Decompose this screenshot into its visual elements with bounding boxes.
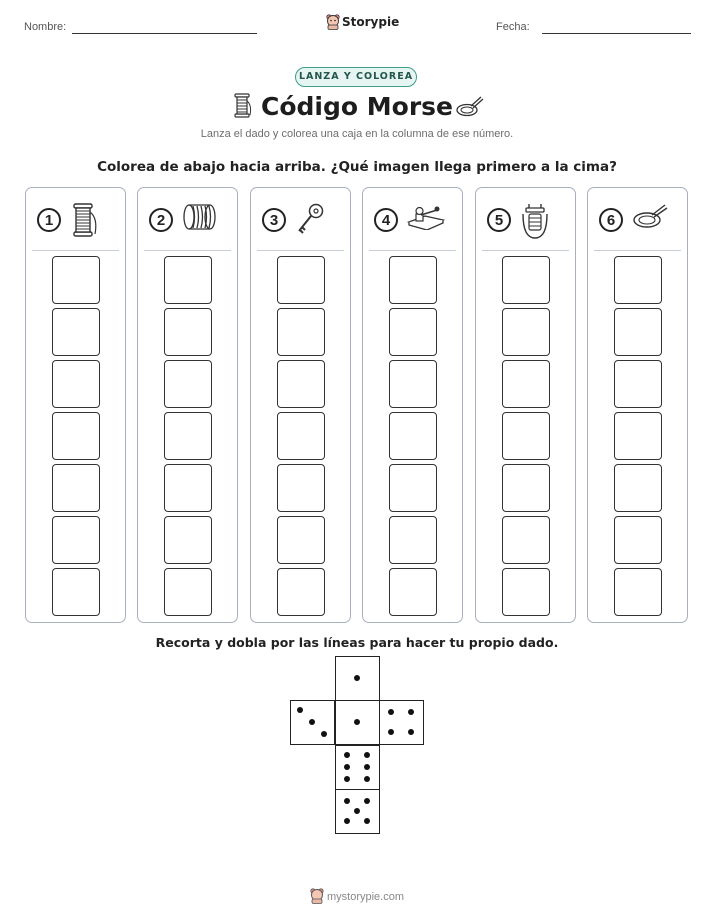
color-box[interactable] — [502, 464, 550, 512]
column-divider — [369, 250, 456, 251]
color-box[interactable] — [614, 360, 662, 408]
column-number: 5 — [487, 208, 511, 232]
color-box[interactable] — [52, 412, 100, 460]
dice-pip — [344, 764, 350, 770]
dice-pip — [364, 818, 370, 824]
footer — [0, 888, 714, 904]
color-box[interactable] — [52, 308, 100, 356]
column-1 — [25, 187, 126, 623]
color-box[interactable] — [502, 516, 550, 564]
color-box[interactable] — [277, 568, 325, 616]
column-number: 4 — [374, 208, 398, 232]
dice-pip — [354, 719, 360, 725]
dice-face-5 — [335, 789, 380, 834]
color-box[interactable] — [389, 516, 437, 564]
footer-url: mystorypie.com — [326, 891, 405, 903]
color-box[interactable] — [502, 308, 550, 356]
color-box[interactable] — [52, 256, 100, 304]
color-box[interactable] — [277, 412, 325, 460]
color-box[interactable] — [502, 568, 550, 616]
color-box[interactable] — [277, 464, 325, 512]
dice-face-1 — [335, 656, 380, 701]
color-box[interactable] — [614, 516, 662, 564]
dice-pip — [408, 729, 414, 735]
dice-pip — [364, 764, 370, 770]
color-box[interactable] — [52, 464, 100, 512]
dice-face-3 — [290, 700, 335, 745]
color-box[interactable] — [389, 464, 437, 512]
page-title: Código Morse — [261, 92, 453, 121]
color-box[interactable] — [502, 256, 550, 304]
color-box[interactable] — [614, 464, 662, 512]
color-box[interactable] — [164, 360, 212, 408]
color-box[interactable] — [52, 568, 100, 616]
color-box[interactable] — [614, 412, 662, 460]
cable-loop-icon — [455, 94, 485, 118]
color-box[interactable] — [502, 360, 550, 408]
dice-pip — [321, 731, 327, 737]
dice-pip — [354, 808, 360, 814]
name-label: Nombre: — [24, 21, 67, 33]
color-box[interactable] — [277, 360, 325, 408]
color-box[interactable] — [277, 516, 325, 564]
column-number: 6 — [599, 208, 623, 232]
dice-pip — [388, 709, 394, 715]
bear-icon — [326, 14, 340, 30]
column-number: 3 — [262, 208, 286, 232]
dice-instruction: Recorta y dobla por las líneas para hacer tu propio dado. — [155, 635, 559, 650]
dice-pip — [297, 707, 303, 713]
name-line — [72, 33, 257, 34]
key-icon — [295, 202, 325, 240]
dice-pip — [364, 752, 370, 758]
column-divider — [257, 250, 344, 251]
color-box[interactable] — [277, 256, 325, 304]
dice-pip — [344, 752, 350, 758]
date-line — [542, 33, 691, 34]
subtitle: Lanza el dado y colorea una caja en la columna de ese número. — [200, 128, 514, 140]
dice-pip — [364, 798, 370, 804]
color-box[interactable] — [614, 568, 662, 616]
color-box[interactable] — [389, 256, 437, 304]
column-divider — [144, 250, 231, 251]
column-number: 2 — [149, 208, 173, 232]
column-divider — [32, 250, 119, 251]
color-box[interactable] — [164, 412, 212, 460]
column-4 — [362, 187, 463, 623]
date-label: Fecha: — [496, 21, 530, 33]
column-6 — [587, 187, 688, 623]
thread-spool-icon — [70, 202, 100, 242]
column-divider — [594, 250, 681, 251]
color-box[interactable] — [389, 308, 437, 356]
dice-face-6 — [335, 745, 380, 790]
dice-pip — [388, 729, 394, 735]
telegraph-key-icon — [407, 202, 445, 234]
dice-pip — [344, 776, 350, 782]
color-box[interactable] — [389, 412, 437, 460]
dice-face-4 — [379, 700, 424, 745]
color-box[interactable] — [389, 360, 437, 408]
column-number: 1 — [37, 208, 61, 232]
color-box[interactable] — [52, 360, 100, 408]
color-box[interactable] — [614, 256, 662, 304]
column-2 — [137, 187, 238, 623]
brand-name: Storypie — [342, 15, 400, 29]
color-box[interactable] — [277, 308, 325, 356]
dice-face-1 — [335, 700, 380, 745]
activity-badge: LANZA Y COLOREA — [295, 67, 417, 87]
color-box[interactable] — [164, 256, 212, 304]
color-box[interactable] — [52, 516, 100, 564]
color-box[interactable] — [164, 464, 212, 512]
color-box[interactable] — [164, 308, 212, 356]
column-5 — [475, 187, 576, 623]
color-box[interactable] — [164, 516, 212, 564]
dice-pip — [408, 709, 414, 715]
dice-pip — [309, 719, 315, 725]
color-box[interactable] — [502, 412, 550, 460]
instruction: Colorea de abajo hacia arriba. ¿Qué imagen llega primero a la cima? — [97, 159, 617, 175]
dice-pip — [344, 818, 350, 824]
column-divider — [482, 250, 569, 251]
dice-pip — [364, 776, 370, 782]
dice-pip — [344, 798, 350, 804]
color-box[interactable] — [614, 308, 662, 356]
color-box[interactable] — [389, 568, 437, 616]
bear-icon — [310, 888, 324, 904]
wire-coil-icon — [182, 202, 218, 236]
column-3 — [250, 187, 351, 623]
battery-icon — [520, 202, 550, 244]
color-box[interactable] — [164, 568, 212, 616]
dice-pip — [354, 675, 360, 681]
cable-loop-icon — [632, 202, 670, 234]
